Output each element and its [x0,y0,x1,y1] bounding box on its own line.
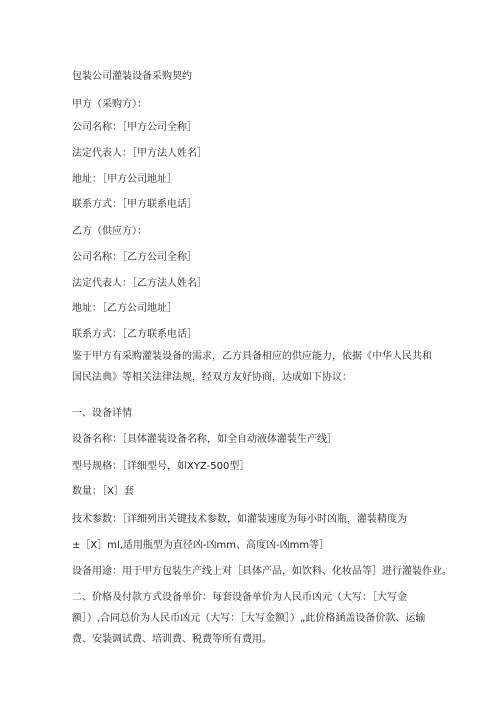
party-a-heading: 甲方（采购方）： [72,99,147,110]
party-a-legal-rep: 法定代表人：［甲方法人姓名］ [72,148,207,159]
party-a-contact: 联系方式：［甲方联系电话］ [72,199,197,210]
equipment-quantity: 数量：［X］套 [72,486,134,497]
party-b-contact: 联系方式：［乙方联系电话］ [72,329,197,340]
party-a-company: 公司名称：［甲方公司全称］ [72,122,197,133]
equipment-name: 设备名称：［具体灌装设备名称，如全自动液体灌装生产线］ [72,434,337,445]
equipment-usage: 设备用途：用于甲方包装生产线上对［具体产品，如饮料、化妆品等］进行灌装作业。 [72,566,452,577]
party-b-legal-rep: 法定代表人：［乙方法人姓名］ [72,278,207,289]
preamble-paragraph: 鉴于甲方有采购灌装设备的需求，乙方具备相应的供应能力，依据《中华人民共和国民法典》等相关法律法规，经双方友好协商，达成如下协议： [72,351,432,383]
party-b-company: 公司名称：［乙方公司全称］ [72,252,197,263]
tech-params-line1: 技术参数：［详细列出关键技术参数，如灌装速度为每小时凶瓶，灌装精度为 [72,514,407,525]
party-b-address: 地址：［乙方公司地址］ [72,303,177,314]
tech-params-line2: ±［X］ml,适用瓶型为直径凶-凶mm、高度凶-凶mm等］ [72,540,330,551]
party-b-heading: 乙方（供应方）： [72,226,147,237]
section1-heading: 一、设备详情 [72,408,132,419]
section2-paragraph: 二、价格及付款方式设备单价：每套设备单价为人民币凶元（大写：［大写金额］）,合同总价为人民币凶元（大写：［大写金额］）„此价格涵盖设备价款、运输费、安装调试费、培训费、税费等所有费用。 [72,592,426,645]
party-a-address: 地址：［甲方公司地址］ [72,174,177,185]
document-title: 包装公司灌装设备采购契约 [72,71,192,82]
equipment-model: 型号规格：［详细型号，如XYZ-500型］ [72,461,250,472]
